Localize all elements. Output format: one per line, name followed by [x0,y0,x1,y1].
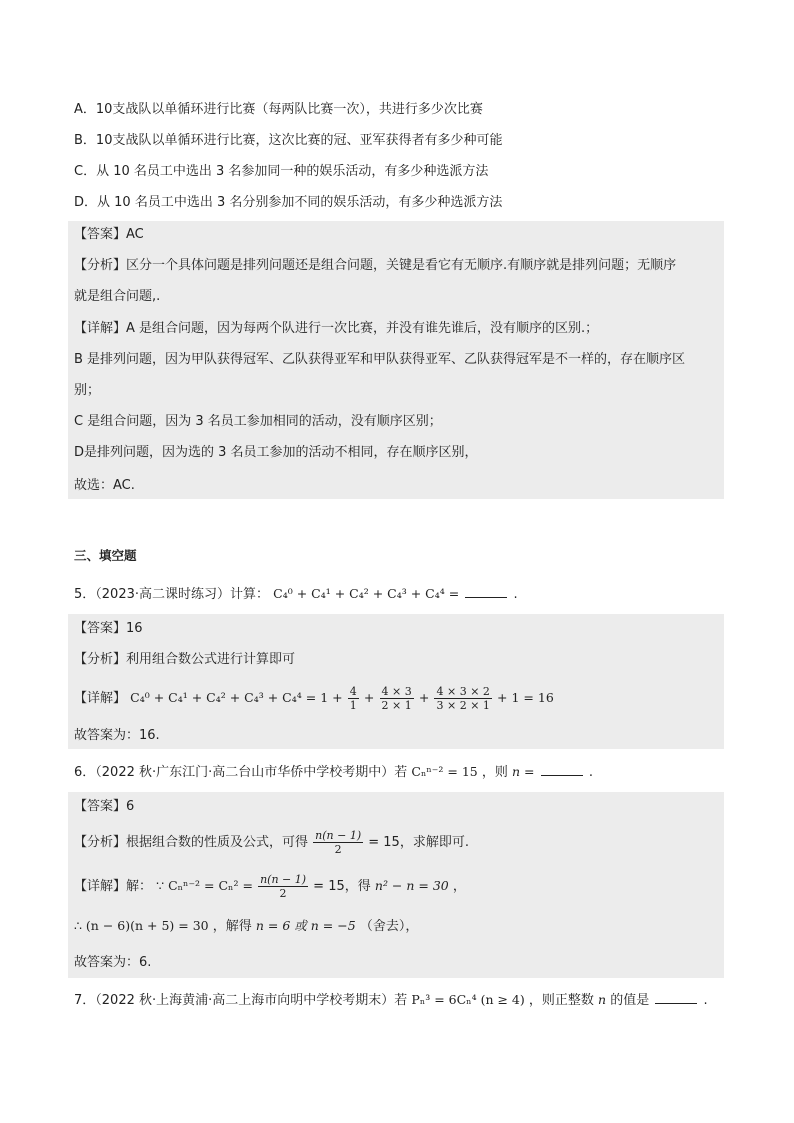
option-b: B．10支战队以单循环进行比赛，这次比赛的冠、亚军获得者有多少种可能 [74,133,503,148]
q4-analysis-line1: 【分析】区分一个具体问题是排列问题还是组合问题，关键是看它有无顺序.有顺序就是排列问题；无顺序 [74,258,677,273]
q5-conclusion: 故答案为：16. [74,728,160,743]
q6-step-tail: （舍去）， [359,919,419,934]
q5-detail-label: 【详解】 [74,691,127,706]
q6-analysis-text: 【分析】根据组合数的性质及公式，可得 [74,835,309,850]
q6-prefix: 6．（2022 秋·广东江门·高二台山市华侨中学校考期中）若 [74,765,408,780]
q5-solution-block [68,614,724,749]
q6-detail-equation: n² − n = 30 [374,878,449,893]
q7-end: . [703,993,708,1008]
q6-answer: 【答案】6 [74,799,135,814]
q6-detail [74,871,466,902]
q5-fraction-3: $\frac{4 \times 3 \times 2}{3 \times 2 \times 1}$ [436,685,490,712]
q6-step-expr: ∴ (n − 6)(n + 5) = 30 [74,918,209,933]
q6-mid: ，则 [481,765,508,780]
q7-suffix: 的值是 [610,993,650,1008]
option-c: C．从 10 名员工中选出 3 名参加同一种的娱乐活动，有多少种选派方法 [74,164,489,179]
q6-detail-comma: ， [452,879,466,894]
q7-expression: Pₙ³ = 6Cₙ⁴ (n ≥ 4) [411,992,525,1007]
q7-answer-blank [655,991,697,1004]
q4-detail-line5: D是排列问题，因为选的 3 名员工参加的活动不相同，存在顺序区别， [74,445,478,460]
q6-detail-label: 【详解】解： [74,879,153,894]
q7-mid: ，则正整数 [528,993,594,1008]
q6-step-text: ，解得 [212,919,252,934]
q6-analysis-tail: = 15，求解即可. [368,835,469,850]
q5-prefix: 5．（2023·高二课时练习）计算： [74,587,269,602]
q5-answer: 【答案】16 [74,621,143,636]
q5-detail: 【详解】 C₄⁰ + C₄¹ + C₄² + C₄³ + C₄⁴ = 1 + $\frac{4}{1}$ + $\frac{4 \times 3}{2 \times 1}$ + $\frac{4 \times 3 \times 2}{3 \times 2 \times 1}$ + 1 = 16 [74,685,554,712]
q6-detail-fraction: $\frac{n(n - 1)}{2}$ [260,873,307,900]
q6-analysis [74,828,469,858]
q6-step-solution: n = 6 或 n = −5 [255,918,356,933]
q6-var: n = [512,764,535,779]
q6-question [74,762,593,783]
option-a: A．10支战队以单循环进行比赛（每两队比赛一次），共进行多少次比赛 [74,102,483,117]
q5-detail-expr: C₄⁰ + C₄¹ + C₄² + C₄³ + C₄⁴ = 1 + [130,690,343,705]
q7-question [74,990,708,1011]
q5-detail-tail: + 1 = 16 [497,690,554,705]
q5-answer-blank [465,585,507,598]
q4-detail-line1: 【详解】A 是组合问题，因为每两个队进行一次比赛，并没有谁先谁后，没有顺序的区别.； [74,321,599,336]
q6-conclusion: 故答案为：6. [74,955,152,970]
q4-conclusion: 故选：AC. [74,478,135,493]
q5-question [74,584,518,605]
q7-prefix: 7．（2022 秋·上海黄浦·高二上海市向明中学校考期末）若 [74,993,408,1008]
q6-analysis-fraction: $\frac{n(n - 1)}{2}$ [315,829,362,856]
q6-suffix: . [588,765,593,780]
option-d: D．从 10 名员工中选出 3 名分别参加不同的娱乐活动，有多少种选派方法 [74,195,503,210]
q4-detail-line2: B 是排列问题，因为甲队获得冠军、乙队获得亚军和甲队获得亚军、乙队获得冠军是不一样的，存在顺序区 [74,352,686,367]
q4-answer: 【答案】AC [74,227,144,242]
q6-detail-expr: ∵ Cₙⁿ⁻² = Cₙ² = [156,878,253,893]
q6-detail-text: = 15，得 [313,879,371,894]
q4-analysis-line2: 就是组合问题,. [74,289,161,304]
q5-analysis: 【分析】利用组合数公式进行计算即可 [74,652,296,667]
q4-detail-line4: C 是组合问题，因为 3 名员工参加相同的活动，没有顺序区别； [74,414,442,429]
q4-detail-line3: 别； [74,383,101,398]
q5-fraction-2: $\frac{4 \times 3}{2 \times 1}$ [381,685,412,712]
q6-step [74,916,418,937]
q5-suffix: . [513,587,518,602]
q6-expression: Cₙⁿ⁻² = 15 [411,764,478,779]
section-title: 三、填空题 [74,548,137,563]
q5-expression: C₄⁰ + C₄¹ + C₄² + C₄³ + C₄⁴ = [273,586,460,601]
q5-fraction-1: $\frac{4}{1}$ [349,685,357,712]
q7-var: n [598,992,607,1007]
q6-answer-blank [541,763,583,776]
